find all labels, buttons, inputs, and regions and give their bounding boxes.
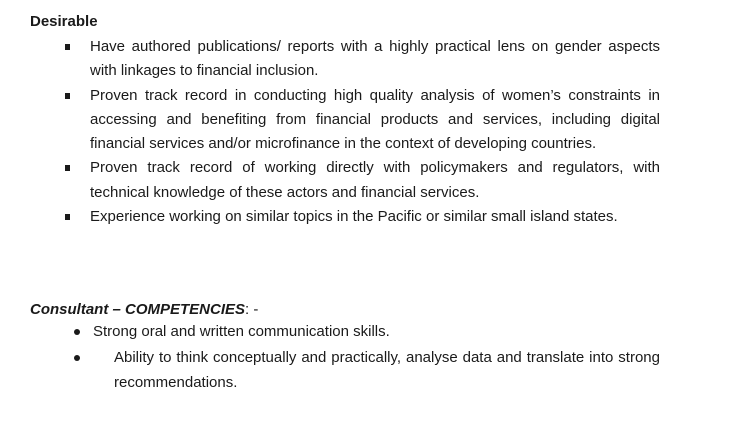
list-item: [0, 156, 660, 205]
competencies-list: [0, 320, 738, 395]
list-item-text: Proven track record of working directly with policymakers and regulators, with technical knowledge of these actors and financial services.: [90, 159, 660, 201]
list-item-text: Ability to think conceptually and practically, analyse data and translate into strong recommendations.: [114, 349, 660, 391]
list-item: [0, 84, 660, 157]
competencies-heading-title: Consultant – COMPETENCIES: [30, 301, 246, 318]
square-bullet-icon: [65, 165, 70, 171]
competencies-heading-suffix: : -: [245, 301, 259, 318]
list-item-text: Proven track record in conducting high quality analysis of women’s constraints in accessing and benefiting from financial products and services, including digital financial services and/or microfinance in the context of developing countries.: [90, 86, 660, 153]
list-item: [0, 320, 653, 344]
list-item: [0, 205, 660, 229]
round-bullet-icon: [74, 355, 80, 361]
list-item-text: Strong oral and written communication skills.: [93, 323, 390, 340]
list-item-text: Experience working on similar topics in the Pacific or similar small island states.: [90, 208, 618, 226]
desirable-heading: Desirable: [30, 13, 98, 30]
list-item: [0, 35, 660, 84]
square-bullet-icon: [65, 93, 70, 99]
square-bullet-icon: [65, 44, 70, 50]
list-item-text: Have authored publications/ reports with a highly practical lens on gender aspects with linkages to financial inclusion.: [90, 38, 660, 80]
round-bullet-icon: [74, 329, 80, 335]
square-bullet-icon: [65, 214, 70, 220]
desirable-list: [0, 35, 738, 229]
list-item: [0, 346, 660, 395]
competencies-heading: [30, 300, 258, 320]
